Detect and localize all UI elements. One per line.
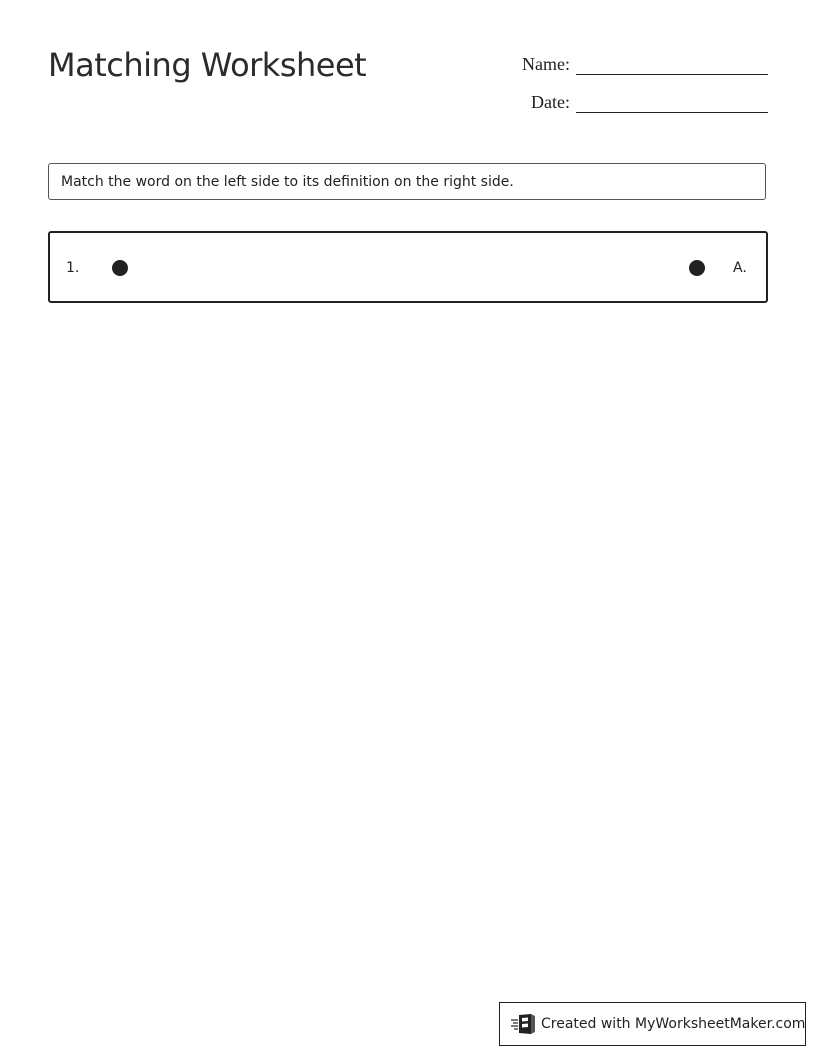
worksheet-maker-logo-icon	[510, 1013, 536, 1035]
worksheet-title: Matching Worksheet	[48, 46, 367, 84]
right-match-dot	[689, 260, 705, 276]
item-letter: A.	[733, 260, 747, 276]
name-label: Name:	[522, 54, 570, 74]
footer-badge	[499, 1002, 806, 1046]
date-blank-line	[576, 90, 768, 113]
name-blank-line	[576, 52, 768, 75]
footer-credit-text: Created with MyWorksheetMaker.com	[541, 1016, 806, 1032]
matching-item-row	[48, 231, 768, 303]
item-number: 1.	[66, 260, 80, 276]
instructions-text: Match the word on the left side to its definition on the right side.	[61, 173, 514, 190]
date-label: Date:	[531, 92, 570, 112]
name-field-row	[514, 52, 768, 75]
instructions-box	[48, 163, 766, 200]
date-field-row	[514, 90, 768, 113]
left-match-dot	[112, 260, 128, 276]
